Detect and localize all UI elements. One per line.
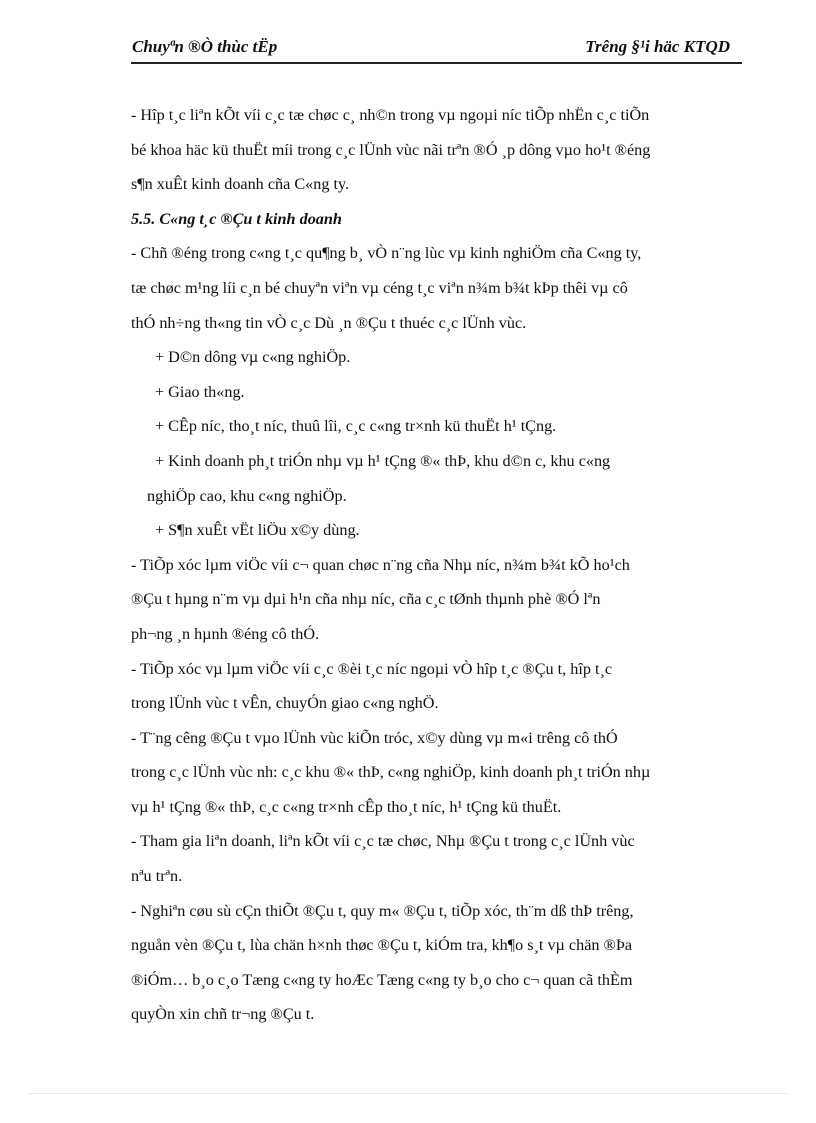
- body-line: - TiÕp xóc vµ lµm viÖc víi c¸c ®èi t¸c níc ngoµi vÒ hîp t¸c ®Çu t, hîp t¸c: [131, 659, 613, 678]
- bullet-item: + S¶n xuÊt vËt liÖu x©y dùng.: [155, 521, 360, 540]
- body-line: ®Çu t hµng n¨m vµ dµi h¹n cña nhµ níc, cña c¸c tØnh thµnh phè ®Ó lªn: [131, 590, 601, 609]
- body-line: - Nghiªn cøu sù cÇn thiÕt ®Çu t, quy m« ®Çu t, tiÕp xóc, th¨m dß thÞ trêng,: [131, 901, 634, 920]
- body-line: nªu trªn.: [131, 867, 183, 886]
- bullet-item: + Kinh doanh ph¸t triÓn nhµ vµ h¹ tÇng ®« thÞ, khu d©n c, khu c«ng: [155, 451, 611, 470]
- body-line: ph¬ng ¸n hµnh ®éng cô thÓ.: [131, 624, 320, 643]
- body-line: quyÒn xin chñ tr¬ng ®Çu t.: [131, 1005, 315, 1024]
- body-line: - Hîp t¸c liªn kÕt víi c¸c tæ chøc c¸ nh©n trong vµ ngoµi níc tiÕp nhËn c¸c tiÕn: [131, 106, 650, 124]
- body-line: nguån vèn ®Çu t, lùa chän h×nh thøc ®Çu t, kiÓm tra, kh¶o s¸t vµ chän ®Þa: [131, 936, 633, 955]
- body-line: - TiÕp xóc lµm viÖc víi c¬ quan chøc n¨ng cña Nhµ níc, n¾m b¾t kÕ ho¹ch: [131, 555, 630, 574]
- section-heading: 5.5. C«ng t¸c ®Çu t kinh doanh: [131, 209, 342, 228]
- body-line: bé khoa häc kü thuËt míi trong c¸c lÜnh vùc nãi trªn ®Ó ¸p dông vµo ho¹t ®éng: [131, 140, 651, 159]
- body-line: - Chñ ®éng trong c«ng t¸c qu¶ng b¸ vÒ n¨ng lùc vµ kinh nghiÖm cña C«ng ty,: [131, 244, 642, 263]
- body-line: s¶n xuÊt kinh doanh cña C«ng ty.: [131, 175, 350, 194]
- body-line: tæ chøc m¹ng líi c¸n bé chuyªn viªn vµ céng t¸c viªn n¾m b¾t kÞp thêi vµ cô: [131, 278, 628, 297]
- page-header: [131, 36, 742, 64]
- body-line: thÓ nh÷ng th«ng tin vÒ c¸c Dù ¸n ®Çu t thuéc c¸c lÜnh vùc.: [131, 313, 527, 332]
- body-line: trong lÜnh vùc t vÊn, chuyÓn giao c«ng nghÖ.: [131, 694, 439, 713]
- body-line: trong c¸c lÜnh vùc nh: c¸c khu ®« thÞ, c«ng nghiÖp, kinh doanh ph¸t triÓn nhµ: [131, 763, 651, 782]
- body-line: vµ h¹ tÇng ®« thÞ, c¸c c«ng tr×nh cÊp tho¸t níc, h¹ tÇng kü thuËt.: [131, 797, 562, 816]
- body-line: - Tham gia liªn doanh, liªn kÕt víi c¸c tæ chøc, Nhµ ®Çu t trong c¸c lÜnh vùc: [131, 832, 635, 851]
- body-line: ®iÓm… b¸o c¸o Tæng c«ng ty hoÆc Tæng c«ng ty b¸o cho c¬ quan cã thÈm: [131, 970, 633, 989]
- bullet-item-continuation: nghiÖp cao, khu c«ng nghiÖp.: [147, 486, 347, 505]
- bullet-item: + D©n dông vµ c«ng nghiÖp.: [155, 348, 351, 367]
- body-line: - T¨ng cêng ®Çu t vµo lÜnh vùc kiÕn tróc, x©y dùng vµ m«i trêng cô thÓ: [131, 728, 618, 747]
- header-left-title: Chuyªn ®Ò thùc tËp: [132, 37, 278, 56]
- bullet-item: + CÊp níc, tho¸t níc, thuû lîi, c¸c c«ng tr×nh kü thuËt h¹ tÇng.: [155, 417, 557, 436]
- bullet-item: + Giao th«ng.: [155, 382, 245, 401]
- header-right-title: Trêng §¹i häc KTQD: [585, 37, 730, 56]
- document-body: [131, 98, 742, 1032]
- page-bottom-divider: [28, 1093, 788, 1094]
